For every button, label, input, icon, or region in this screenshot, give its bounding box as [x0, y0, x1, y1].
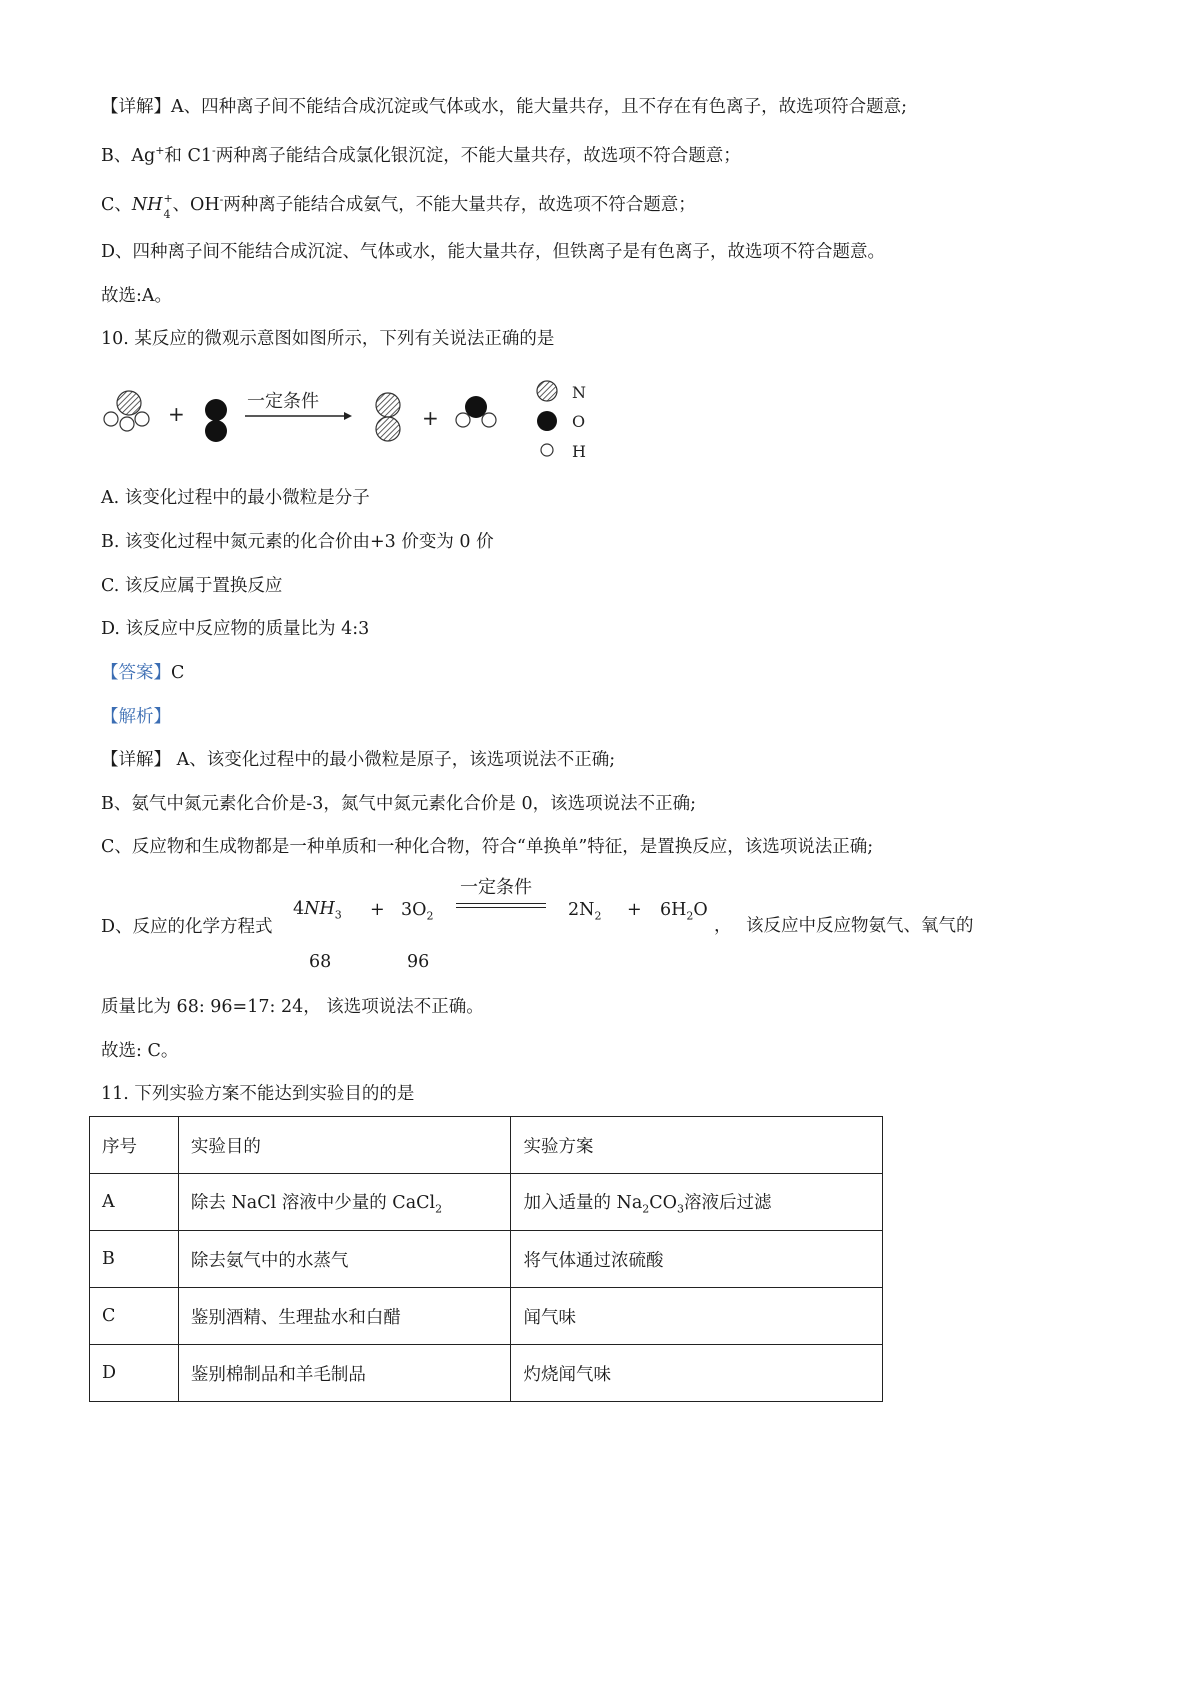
analysis-tag: 【解析】: [101, 707, 171, 727]
table-cell-purpose: [178, 1174, 511, 1231]
formula: 2N: [568, 900, 595, 920]
line-text: 和 C1: [164, 145, 213, 166]
legend-h: H: [572, 442, 586, 461]
plus-sign: +: [627, 900, 642, 920]
equation-term-oxygen: [401, 899, 433, 928]
table-cell-plan: 灼烧闻气味: [511, 1345, 883, 1402]
superscript: -: [212, 144, 216, 157]
answer-tag: 【答案】: [101, 663, 171, 683]
q9-detail-line-b: [101, 139, 741, 168]
q10-detail-b: [101, 792, 696, 816]
table-cell-purpose: 鉴别酒精、生理盐水和白醋: [178, 1288, 511, 1345]
q10-option-a: [101, 486, 370, 510]
table-cell-id: D: [90, 1345, 179, 1402]
reaction-arrow-icon: [245, 412, 352, 420]
q10-option-b: [101, 530, 494, 554]
detail-text: 故选: C。: [101, 1041, 179, 1061]
question-text: 10. 某反应的微观示意图如图所示，下列有关说法正确的是: [101, 329, 555, 349]
line-text: 故选:A。: [101, 286, 173, 306]
nitrogen-legend-icon: [537, 381, 557, 401]
subscript: 2: [642, 1202, 650, 1216]
detail-text: C、反应物和生成物都是一种单质和一种化合物，符合“单换单”特征，是置换反应，该选项说法正确;: [101, 837, 874, 857]
detail-text: B、氨气中氮元素化合价是-3，氮气中氮元素化合价是 0，该选项说法不正确;: [101, 794, 696, 814]
table-row: [90, 1345, 883, 1402]
q10-answer: [101, 661, 184, 685]
detail-text: 该反应中反应物氨气、氧气的: [746, 916, 974, 936]
table-cell-id: B: [90, 1231, 179, 1288]
q9-detail-line-c: [101, 188, 696, 222]
formula: 6H: [660, 900, 687, 920]
superscript: +: [155, 144, 165, 157]
hydrogen-legend-icon: [541, 444, 553, 456]
table-header-cell: 序号: [90, 1117, 179, 1174]
q9-detail-line-d: [101, 240, 885, 264]
nitrogen-molecule: [376, 393, 400, 441]
option-text: C. 该反应属于置换反应: [101, 576, 283, 596]
coefficient: 4: [293, 899, 305, 919]
subscript: 3: [334, 908, 342, 922]
q10-stem: [101, 327, 554, 351]
table-cell-id: A: [90, 1174, 179, 1231]
q10-detail-c: [101, 835, 873, 859]
table-row: [90, 1174, 883, 1231]
plus-sign: +: [422, 406, 439, 430]
ion-scripts: [162, 192, 173, 222]
q10-option-d: [101, 617, 369, 641]
equation-condition: 一定条件: [460, 877, 532, 898]
table-cell-id: C: [90, 1288, 179, 1345]
cell-text: 除去 NaCl 溶液中少量的 CaCl: [190, 1192, 436, 1213]
q10-detail-d-prefix: [101, 915, 273, 939]
table-header-cell: 实验方案: [511, 1117, 883, 1174]
table-header-cell: 实验目的: [178, 1117, 511, 1174]
subscript: 2: [686, 909, 694, 923]
line-text: 两种离子能结合成氯化银沉淀，不能大量共存，故选项不符合题意；: [215, 145, 741, 166]
equals-double-line: [456, 903, 546, 904]
plus-sign: +: [168, 402, 185, 426]
q10-detail-d-line2: [101, 995, 484, 1019]
detail-text: D、反应的化学方程式: [101, 917, 273, 937]
ammonium-formula: NH: [131, 194, 163, 215]
equation-term-water: [660, 899, 708, 928]
cell-text: CO: [649, 1192, 678, 1213]
detail-tag: 【详解】: [101, 750, 171, 770]
equals-double-line: [456, 907, 546, 908]
table-cell-purpose: 鉴别棉制品和羊毛制品: [178, 1345, 511, 1402]
plus-sign: +: [370, 900, 385, 920]
table-cell-purpose: 除去氨气中的水蒸气: [178, 1231, 511, 1288]
line-text: D、四种离子间不能结合成沉淀、气体或水，能大量共存，但铁离子是有色离子，故选项不符合题意。: [101, 242, 886, 262]
legend: [537, 381, 586, 461]
q10-detail-a: [101, 748, 615, 772]
formula: NH: [304, 899, 335, 919]
subscript: 4: [163, 208, 171, 222]
q11-stem: [101, 1082, 414, 1106]
detail-text: A、该变化过程中的最小微粒是原子，该选项说法不正确;: [171, 750, 616, 770]
answer-value: C: [171, 663, 185, 683]
formula: 3O: [401, 900, 427, 920]
reaction-diagram: [100, 378, 600, 468]
formula: O: [693, 900, 708, 920]
mass-ammonia: 68: [309, 952, 332, 972]
comma: ，: [714, 916, 732, 936]
oxygen-molecule: [205, 399, 227, 442]
subscript: 2: [426, 909, 434, 923]
water-molecule: [456, 396, 496, 427]
legend-o: O: [572, 412, 586, 431]
option-text: B. 该变化过程中氮元素的化合价由+3 价变为 0 价: [101, 532, 494, 552]
subscript: 3: [677, 1202, 685, 1216]
table-row: [90, 1288, 883, 1345]
line-text: 、OH: [172, 194, 220, 215]
superscript: +: [163, 192, 173, 206]
q9-detail-line-a: [101, 95, 907, 119]
cell-text: 加入适量的 Na: [523, 1192, 643, 1213]
ammonia-molecule: [104, 391, 149, 431]
q10-conclusion: [101, 1039, 178, 1063]
subscript: 2: [435, 1202, 443, 1216]
table-header-row: [90, 1117, 883, 1174]
option-text: A. 该变化过程中的最小微粒是分子: [101, 488, 370, 508]
detail-text: 质量比为 68: 96=17: 24， 该选项说法不正确。: [101, 997, 484, 1017]
cell-text: 溶液后过滤: [684, 1192, 772, 1213]
table-cell-plan: [511, 1174, 883, 1231]
line-text: C、: [101, 194, 132, 215]
subscript: 2: [594, 909, 602, 923]
option-text: D. 该反应中反应物的质量比为 4:3: [101, 619, 370, 639]
q10-analysis-tag: [101, 705, 171, 729]
detail-tag: 【详解】: [101, 97, 171, 117]
line-text: 两种离子能结合成氨气，不能大量共存，故选项不符合题意；: [223, 194, 696, 215]
question-text: 11. 下列实验方案不能达到实验目的的是: [101, 1084, 415, 1104]
table-cell-plan: 将气体通过浓硫酸: [511, 1231, 883, 1288]
legend-n: N: [572, 383, 586, 402]
equation-term-ammonia: [293, 898, 342, 927]
superscript: -: [219, 193, 224, 206]
table-row: [90, 1231, 883, 1288]
oxygen-legend-icon: [537, 411, 557, 431]
experiment-table: [89, 1116, 883, 1402]
q9-conclusion: [101, 284, 172, 308]
line-text: B、Ag: [101, 145, 156, 166]
mass-oxygen: 96: [407, 952, 430, 972]
detail-text: A、四种离子间不能结合成沉淀或气体或水，能大量共存，且不存在有色离子，故选项符合题意;: [171, 97, 908, 117]
q10-option-c: [101, 574, 282, 598]
arrow-condition-label: 一定条件: [247, 391, 319, 412]
equation-term-nitrogen: [568, 899, 601, 928]
table-cell-plan: 闻气味: [511, 1288, 883, 1345]
